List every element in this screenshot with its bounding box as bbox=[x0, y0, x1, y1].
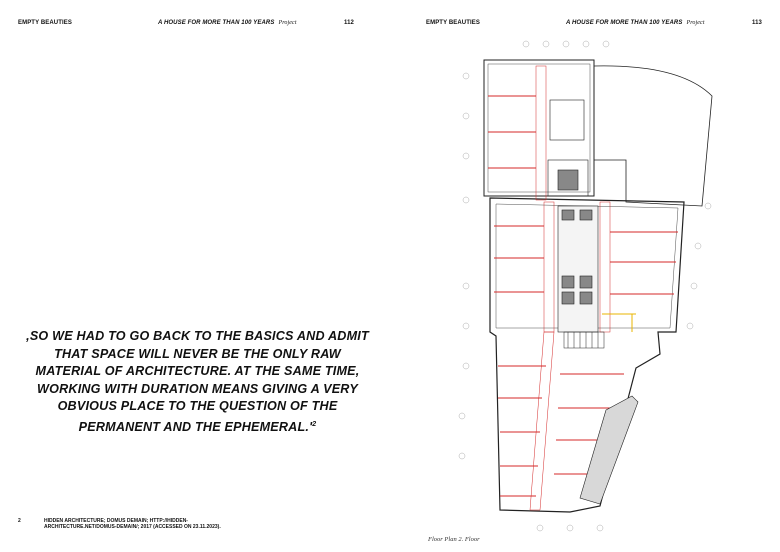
page-number: 112 bbox=[344, 20, 354, 26]
chapter-title-block bbox=[566, 20, 705, 26]
central-atrium bbox=[558, 170, 598, 332]
section-label: Project bbox=[686, 20, 705, 26]
stair-core bbox=[564, 332, 604, 348]
floor-plan-drawing bbox=[440, 36, 730, 536]
pull-quote bbox=[20, 328, 375, 436]
section-label: Project bbox=[278, 20, 297, 26]
highlight-lines bbox=[602, 314, 636, 332]
chapter-title-block bbox=[158, 20, 297, 26]
figure-caption: Floor Plan 2. Floor bbox=[428, 536, 480, 543]
footnote-text: HIDDEN ARCHITECTURE; DOMUS DEMAIN; HTTP://HIDDEN-ARCHITECTURE.NET/DOMUS-DEMAIN/; 2017 (ACCESSED ON 23.11.2023). bbox=[44, 518, 221, 530]
terrace-hatch bbox=[580, 396, 638, 504]
footnote-ref: 2 bbox=[312, 420, 317, 428]
chapter-title: A HOUSE FOR MORE THAN 100 YEARS bbox=[566, 20, 683, 26]
room-partitions-left bbox=[488, 96, 546, 496]
running-title: EMPTY BEAUTIES bbox=[426, 20, 480, 26]
quote-text: ,SO WE HAD TO GO BACK TO THE BASICS AND ADMIT THAT SPACE WILL NEVER BE THE ONLY RAW MATERIAL OF ARCHITECTURE. AT THE SAME TIME, WORKING WITH DURATION MEANS GIVING A VERY OBVIOUS PLACE TO THE QUESTION OF THE PERMANENT AND THE EPHEMERAL.' bbox=[26, 329, 369, 434]
running-title: EMPTY BEAUTIES bbox=[18, 20, 72, 26]
footnote-number: 2 bbox=[18, 518, 21, 524]
chapter-title: A HOUSE FOR MORE THAN 100 YEARS bbox=[158, 20, 275, 26]
page-number: 113 bbox=[752, 20, 762, 26]
top-building-block bbox=[484, 60, 712, 206]
